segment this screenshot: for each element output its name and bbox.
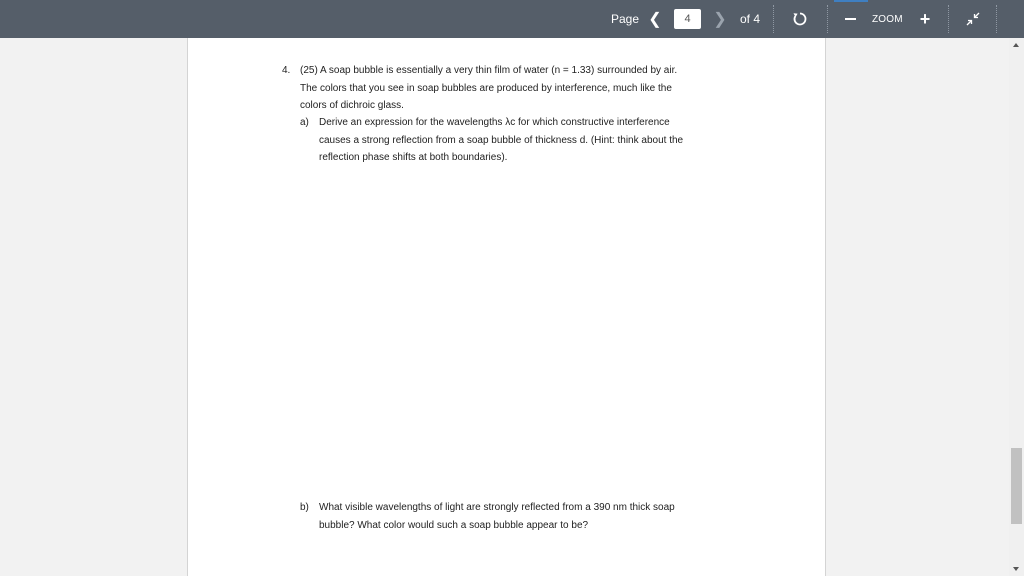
part-a-text: [319, 114, 759, 167]
part-b-text: [319, 499, 759, 534]
document-viewer[interactable]: [0, 38, 1024, 576]
part-a-line: reflection phase shifts at both boundaries).: [319, 152, 508, 163]
intro-line: colors of dichroic glass.: [300, 100, 404, 111]
document-page: [187, 38, 826, 576]
question-intro: [300, 62, 770, 115]
intro-line: (25) A soap bubble is essentially a very thin film of water (n = 1.33) surrounded by air.: [300, 65, 678, 76]
chevron-left-icon: ❮: [648, 11, 662, 28]
zoom-out-button[interactable]: [843, 0, 857, 38]
toolbar-divider: [996, 5, 997, 33]
toolbar-divider: [773, 5, 774, 33]
page-label: Page: [611, 12, 640, 26]
part-b-label: b): [300, 502, 309, 513]
rotate-button[interactable]: [790, 0, 810, 38]
page-count-label: of 4: [740, 12, 761, 26]
next-page-button[interactable]: [713, 0, 727, 38]
minus-icon: [845, 18, 856, 20]
part-b-line: What visible wavelengths of light are strongly reflected from a 390 nm thick soap: [319, 502, 675, 513]
plus-icon: +: [919, 8, 931, 29]
scrollbar-thumb[interactable]: [1011, 448, 1022, 524]
zoom-in-button[interactable]: [917, 0, 933, 38]
question-number: 4.: [282, 65, 291, 76]
scroll-up-icon[interactable]: [1013, 43, 1019, 47]
pdf-toolbar: [0, 0, 1024, 38]
page-number-input[interactable]: [674, 9, 701, 29]
part-a-line: causes a strong reflection from a soap bubble of thickness d. (Hint: think about the: [319, 134, 684, 146]
chevron-right-icon: ❯: [713, 11, 727, 28]
collapse-arrows-icon: [966, 12, 980, 26]
toolbar-divider: [827, 5, 828, 33]
part-a-line: Derive an expression for the wavelengths λc for which constructive interference: [319, 117, 670, 128]
rotate-icon: [792, 11, 808, 27]
scroll-down-icon[interactable]: [1013, 567, 1019, 571]
part-b-line: bubble? What color would such a soap bubble appear to be?: [319, 519, 589, 531]
fit-page-button[interactable]: [963, 0, 983, 38]
previous-page-button[interactable]: [648, 0, 662, 38]
intro-line: The colors that you see in soap bubbles are produced by interference, much like the: [300, 82, 672, 94]
zoom-label: ZOOM: [872, 13, 903, 25]
vertical-scrollbar[interactable]: [1009, 38, 1024, 576]
toolbar-divider: [948, 5, 949, 33]
part-a-label: a): [300, 117, 309, 128]
